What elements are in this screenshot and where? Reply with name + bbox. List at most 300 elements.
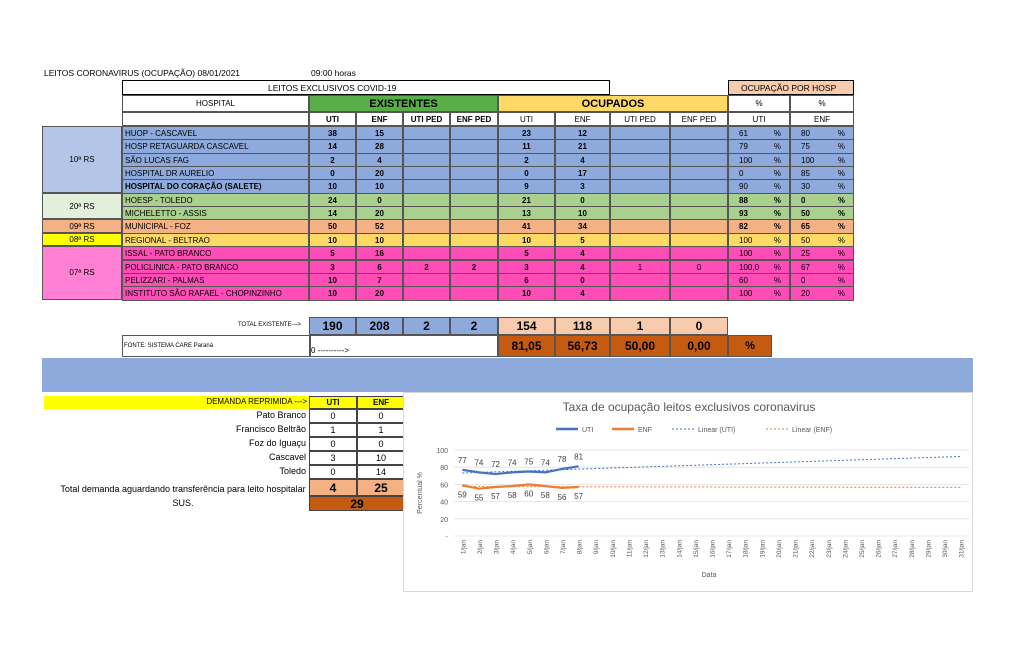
- demanda-enf: 0: [357, 409, 405, 423]
- subtitle: LEITOS EXCLUSIVOS COVID-19: [268, 83, 397, 93]
- col-header-ex-2: UTI PED: [403, 112, 450, 126]
- report-time: 09:00 horas: [311, 68, 356, 78]
- total-percent: 56,73: [555, 335, 610, 357]
- ocupados-value: 13: [498, 206, 555, 220]
- ocupados-value: [610, 166, 670, 180]
- x-tick-label: 14/jan: [676, 540, 684, 558]
- ocupados-value: 4: [555, 153, 610, 167]
- x-tick-label: 10/jan: [609, 540, 617, 558]
- demanda-enf: 10: [357, 451, 405, 465]
- pct-number: 100: [739, 289, 753, 299]
- ocupados-value: [670, 233, 728, 247]
- ocupados-value: [610, 139, 670, 153]
- pct-sign: %: [837, 222, 845, 232]
- pct-value: [728, 153, 790, 167]
- hospital-name: HOSP RETAGUARDA CASCAVEL: [122, 139, 309, 153]
- ocupados-value: [610, 246, 670, 260]
- hospital-name: HUOP - CASCAVEL: [122, 126, 309, 140]
- col-header-oc-3: ENF PED: [670, 112, 728, 126]
- pct-value: [728, 233, 790, 247]
- ocupacao-title: OCUPAÇÃO POR HOSP: [741, 83, 837, 93]
- trendline: [462, 456, 960, 473]
- ocupados-value: [610, 193, 670, 207]
- pct-value: [790, 193, 854, 207]
- ocupados-value: [610, 286, 670, 300]
- x-tick-label: 30/jan: [942, 540, 950, 558]
- pct-sign: %: [773, 289, 781, 299]
- pct-sign: %: [773, 129, 781, 138]
- existentes-value: [450, 193, 498, 207]
- pct-number: 75: [801, 142, 810, 152]
- x-tick-label: 3/jan: [493, 540, 501, 555]
- total-existentes: 208: [356, 317, 403, 335]
- y-axis-label: Percentual %: [417, 472, 424, 514]
- total-existentes: 190: [309, 317, 356, 335]
- pct-number: 100: [739, 249, 753, 259]
- total-label: TOTAL EXISTENTE--->: [238, 322, 302, 328]
- existentes-value: 2: [403, 260, 450, 274]
- pct-number: 50: [801, 235, 810, 245]
- ocupados-value: 0: [498, 166, 555, 180]
- pct-number: 30: [801, 182, 810, 192]
- ocupados-value: 3: [555, 179, 610, 193]
- col-header-ocupados: OCUPADOS: [498, 95, 728, 112]
- data-label: 56: [557, 492, 567, 502]
- ocupados-value: 5: [555, 233, 610, 247]
- ocupados-value: 17: [555, 166, 610, 180]
- subtitle-bar: [122, 80, 610, 95]
- data-label: 74: [474, 458, 484, 468]
- ocupados-value: 3: [498, 260, 555, 274]
- pct-number: 100: [739, 235, 753, 245]
- ocupados-value: 10: [498, 286, 555, 300]
- existentes-value: 52: [356, 219, 403, 233]
- x-tick-label: 6/jan: [543, 540, 551, 555]
- total-ocupados: 1: [610, 317, 670, 335]
- ocupados-value: [670, 273, 728, 287]
- existentes-value: 38: [309, 126, 356, 140]
- pct-sign: %: [773, 235, 781, 245]
- ocupados-value: [670, 126, 728, 140]
- existentes-value: 0: [309, 166, 356, 180]
- ocupados-value: [670, 286, 728, 300]
- existentes-value: 10: [309, 286, 356, 300]
- x-tick-label: 18/jan: [742, 540, 750, 558]
- existentes-value: [403, 219, 450, 233]
- region-label: 07ª RS: [42, 246, 122, 299]
- x-tick-label: 16/jan: [709, 540, 717, 558]
- ocupados-value: 21: [498, 193, 555, 207]
- line-chart: [404, 393, 974, 593]
- existentes-value: [450, 273, 498, 287]
- ocupados-value: 0: [670, 260, 728, 274]
- existentes-value: [450, 246, 498, 260]
- pct-value: [728, 166, 790, 180]
- ocupados-value: [610, 206, 670, 220]
- existentes-value: [403, 179, 450, 193]
- ocupados-value: 0: [555, 193, 610, 207]
- data-label: 72: [491, 460, 500, 470]
- demanda-sum-enf: 25: [357, 479, 405, 496]
- region-label: 09ª RS: [42, 219, 122, 232]
- existentes-value: [403, 206, 450, 220]
- pct-sign: %: [773, 249, 781, 259]
- ocupados-value: [610, 273, 670, 287]
- x-tick-label: 26/jan: [875, 540, 883, 558]
- x-tick-label: 17/jan: [726, 540, 734, 558]
- pct-value: [790, 206, 854, 220]
- ocupados-value: [670, 179, 728, 193]
- ocupados-value: 4: [555, 260, 610, 274]
- x-tick-label: 31/jan: [958, 540, 966, 558]
- pct-value: [728, 179, 790, 193]
- ocupados-value: [670, 206, 728, 220]
- pct-value: [790, 126, 854, 140]
- report-title: LEITOS CORONAVIRUS (OCUPAÇÃO) 08/01/2021: [44, 68, 241, 78]
- data-label: 75: [524, 457, 534, 467]
- pct-sign: %: [837, 275, 845, 285]
- existentes-value: 10: [309, 179, 356, 193]
- ocupados-value: 41: [498, 219, 555, 233]
- pct-number: 79: [739, 142, 748, 152]
- pct-value: [790, 260, 854, 274]
- ocupados-value: [610, 179, 670, 193]
- pct-number: 25: [801, 249, 810, 259]
- data-label: 57: [574, 491, 584, 501]
- x-tick-label: 22/jan: [809, 540, 817, 558]
- existentes-value: [403, 193, 450, 207]
- y-tick-label: 60: [440, 482, 448, 490]
- pct-sign: %: [773, 182, 781, 192]
- pct-number: 85: [801, 169, 810, 179]
- total-percent-sign: %: [728, 335, 772, 357]
- pct-value: [728, 206, 790, 220]
- existentes-value: [403, 153, 450, 167]
- demanda-uti: 0: [309, 437, 357, 451]
- pct-value: [790, 273, 854, 287]
- demanda-city: Cascavel: [268, 452, 306, 462]
- x-tick-label: 9/jan: [593, 540, 601, 555]
- col-header-ex-0: UTI: [309, 112, 356, 126]
- pct-number: 61: [739, 129, 748, 138]
- ocupados-value: [610, 153, 670, 167]
- existentes-value: 16: [356, 246, 403, 260]
- existentes-value: [450, 166, 498, 180]
- x-tick-label: 11/jan: [626, 540, 634, 558]
- pct-sign: %: [837, 129, 845, 138]
- trendline: [462, 486, 960, 487]
- x-tick-label: 15/jan: [692, 540, 700, 558]
- existentes-value: [403, 126, 450, 140]
- demanda-uti: 0: [309, 409, 357, 423]
- demanda-city: Toledo: [279, 466, 306, 476]
- pct-number: 0: [801, 275, 806, 285]
- ocupados-value: 10: [555, 206, 610, 220]
- demanda-city: Pato Branco: [256, 410, 306, 420]
- data-label: 60: [524, 489, 534, 499]
- ocupados-value: 10: [498, 233, 555, 247]
- pct-number: 93: [739, 209, 748, 219]
- ocupacao-title-box: [728, 80, 854, 95]
- pct-value: [728, 139, 790, 153]
- x-tick-label: 4/jan: [510, 540, 518, 555]
- col-header-pct-0: UTI: [728, 112, 790, 126]
- existentes-value: [403, 166, 450, 180]
- pct-sign: %: [773, 169, 781, 179]
- total-ocupados: 0: [670, 317, 728, 335]
- existentes-value: 10: [356, 179, 403, 193]
- hospital-name: HOSPITAL DR AURELIO: [122, 166, 309, 180]
- ocupados-value: 0: [555, 273, 610, 287]
- pct-number: 20: [801, 289, 810, 299]
- existentes-value: [450, 286, 498, 300]
- ocupados-value: [670, 166, 728, 180]
- legend-label: ENF: [638, 427, 652, 434]
- demanda-title: DEMANDA REPRIMIDA --->: [44, 396, 309, 409]
- existentes-value: 24: [309, 193, 356, 207]
- pct-value: [790, 233, 854, 247]
- y-tick-label: 100: [436, 448, 448, 455]
- x-tick-label: 7/jan: [559, 540, 567, 555]
- data-label: 57: [491, 491, 500, 501]
- hospital-name: REGIONAL - BELTRAO: [122, 233, 309, 247]
- pct-number: 67: [801, 262, 810, 272]
- pct-value: [790, 246, 854, 260]
- pct-sign: %: [837, 142, 845, 152]
- hospital-name: MUNICIPAL - FOZ: [122, 219, 309, 233]
- pct-sign: %: [837, 209, 845, 219]
- ocupados-value: 21: [555, 139, 610, 153]
- pct-sign: %: [837, 249, 845, 259]
- existentes-value: [403, 139, 450, 153]
- pct-value: [790, 286, 854, 300]
- pct-number: 0: [739, 169, 744, 179]
- ocupados-value: [670, 153, 728, 167]
- demanda-sum-uti: 4: [309, 479, 357, 496]
- pct-sign: %: [837, 155, 845, 165]
- pct-number: 100: [801, 155, 815, 165]
- existentes-value: 0: [356, 193, 403, 207]
- total-percent: 0,00: [670, 335, 728, 357]
- pct-number: 90: [739, 182, 748, 192]
- hospital-name: HOESP - TOLEDO: [122, 193, 309, 207]
- pct-number: 82: [739, 222, 748, 232]
- pct-number: 80: [801, 129, 810, 138]
- col-header-oc-0: UTI: [498, 112, 555, 126]
- pct-sign: %: [773, 262, 781, 272]
- legend-label: Linear (UTI): [698, 427, 736, 434]
- x-tick-label: 2/jan: [476, 540, 484, 555]
- pct-sign: %: [837, 262, 845, 272]
- data-label: 58: [507, 491, 517, 501]
- ocupados-value: 4: [555, 286, 610, 300]
- demanda-enf: 0: [357, 437, 405, 451]
- data-label: 74: [540, 458, 550, 468]
- existentes-value: 3: [309, 260, 356, 274]
- pct-number: 100,0: [739, 262, 760, 272]
- existentes-value: 20: [356, 286, 403, 300]
- total-existentes: 2: [403, 317, 450, 335]
- ocupados-value: 11: [498, 139, 555, 153]
- pct-value: [790, 153, 854, 167]
- data-label: 58: [540, 491, 550, 501]
- ocupados-value: 12: [555, 126, 610, 140]
- pct-sign: %: [837, 235, 845, 245]
- pct-sign: %: [773, 195, 781, 205]
- x-tick-label: 1/jan: [460, 540, 468, 555]
- ocupados-value: 1: [610, 260, 670, 274]
- col-header-pct-1: ENF: [790, 112, 854, 126]
- ocupados-value: 4: [555, 246, 610, 260]
- pct-value: [728, 126, 790, 140]
- existentes-value: [450, 219, 498, 233]
- demanda-city: Foz do Iguaçu: [248, 438, 306, 448]
- existentes-value: 10: [309, 273, 356, 287]
- pct-value: [728, 246, 790, 260]
- arrow-text: 0 ---------->: [311, 346, 349, 355]
- data-label: 78: [557, 454, 567, 464]
- pct-value: [728, 219, 790, 233]
- y-tick-label: -: [445, 534, 448, 541]
- region-label: 20ª RS: [42, 193, 122, 220]
- legend-label: UTI: [582, 427, 594, 434]
- fonte-text: FONTE: SISTEMA CARE Paraná: [124, 343, 214, 349]
- col-header-oc-2: UTI PED: [610, 112, 670, 126]
- ocupados-value: 23: [498, 126, 555, 140]
- demanda-uti: 3: [309, 451, 357, 465]
- ocupados-value: [670, 219, 728, 233]
- existentes-value: [450, 206, 498, 220]
- col-header-hospital: HOSPITAL: [122, 95, 309, 112]
- ocupados-value: [670, 139, 728, 153]
- pct-value: [790, 139, 854, 153]
- existentes-value: 5: [309, 246, 356, 260]
- region-label: 10ª RS: [42, 126, 122, 193]
- existentes-value: 20: [356, 166, 403, 180]
- total-ocupados: 118: [555, 317, 610, 335]
- x-tick-label: 8/jan: [576, 540, 584, 555]
- pct-sign: %: [773, 222, 781, 232]
- ocupados-value: [610, 126, 670, 140]
- existentes-value: [403, 273, 450, 287]
- y-tick-label: 40: [440, 499, 448, 507]
- data-label: 55: [474, 493, 484, 503]
- demanda-col-enf: ENF: [357, 396, 405, 409]
- pct-value: [728, 273, 790, 287]
- hospital-name: INSTITUTO SÃO RAFAEL - CHOPINZINHO: [122, 286, 309, 300]
- existentes-value: 14: [309, 139, 356, 153]
- existentes-value: 28: [356, 139, 403, 153]
- pct-sign: %: [773, 275, 781, 285]
- hospital-name: HOSPITAL DO CORAÇÃO (SALETE): [122, 179, 309, 193]
- existentes-value: 15: [356, 126, 403, 140]
- demanda-col-uti: UTI: [309, 396, 357, 409]
- pct-number: 60: [739, 275, 748, 285]
- x-tick-label: 24/jan: [842, 540, 850, 558]
- hospital-name: MICHELETTO - ASSIS: [122, 206, 309, 220]
- total-ocupados: 154: [498, 317, 555, 335]
- total-percent: 81,05: [498, 335, 555, 357]
- y-tick-label: 80: [440, 465, 448, 473]
- pct-number: 50: [801, 209, 810, 219]
- existentes-value: 14: [309, 206, 356, 220]
- demanda-city: Francisco Beltrão: [235, 424, 306, 434]
- pct-sign: %: [837, 195, 845, 205]
- pct-value: [728, 193, 790, 207]
- ocupados-value: 2: [498, 153, 555, 167]
- pct-number: 65: [801, 222, 810, 232]
- hospital-name: SÃO LUCAS FAG: [122, 153, 309, 167]
- demanda-uti: 0: [309, 465, 357, 479]
- ocupados-value: [670, 193, 728, 207]
- existentes-value: 10: [309, 233, 356, 247]
- pct-sign: %: [773, 142, 781, 152]
- chart-panel: [403, 392, 973, 592]
- total-existentes: 2: [450, 317, 498, 335]
- ocupados-value: 34: [555, 219, 610, 233]
- pct-number: 88: [739, 195, 748, 205]
- x-axis-label: Data: [701, 572, 717, 579]
- data-label: 74: [507, 458, 517, 468]
- pct-sign: %: [837, 289, 845, 299]
- x-tick-label: 28/jan: [908, 540, 916, 558]
- existentes-value: 20: [356, 206, 403, 220]
- col-header-pct-enf: %: [790, 95, 854, 112]
- data-label: 59: [457, 490, 467, 500]
- pct-sign: %: [773, 155, 781, 165]
- x-tick-label: 25/jan: [859, 540, 867, 558]
- existentes-value: 2: [450, 260, 498, 274]
- x-tick-label: 21/jan: [792, 540, 800, 558]
- arrow-box: [310, 335, 498, 357]
- demanda-total: 29: [309, 496, 405, 511]
- x-tick-label: 19/jan: [759, 540, 767, 558]
- chart-title: Taxa de ocupação leitos exclusivos coronavirus: [562, 400, 816, 414]
- x-tick-label: 12/jan: [643, 540, 651, 558]
- x-tick-label: 13/jan: [659, 540, 667, 558]
- pct-sign: %: [837, 169, 845, 179]
- demanda-enf: 14: [357, 465, 405, 479]
- demanda-uti: 1: [309, 423, 357, 437]
- separator-band: [42, 358, 973, 392]
- ocupados-value: 6: [498, 273, 555, 287]
- pct-number: 100: [739, 155, 753, 165]
- demanda-total-label: Total demanda aguardando transferência para leito hospitalar SUS.: [60, 484, 306, 508]
- col-header-ex-1: ENF: [356, 112, 403, 126]
- pct-value: [728, 260, 790, 274]
- ocupados-value: 9: [498, 179, 555, 193]
- data-label: 81: [574, 452, 584, 462]
- x-tick-label: 27/jan: [892, 540, 900, 558]
- existentes-value: 6: [356, 260, 403, 274]
- x-tick-label: 23/jan: [825, 540, 833, 558]
- ocupados-value: [670, 246, 728, 260]
- ocupados-value: [610, 233, 670, 247]
- existentes-value: 7: [356, 273, 403, 287]
- col-header-pct-uti: %: [728, 95, 790, 112]
- ocupados-value: 5: [498, 246, 555, 260]
- existentes-value: [450, 179, 498, 193]
- pct-number: 0: [801, 195, 806, 205]
- existentes-value: 10: [356, 233, 403, 247]
- existentes-value: [450, 233, 498, 247]
- existentes-value: 50: [309, 219, 356, 233]
- existentes-value: [450, 126, 498, 140]
- col-header-existentes: EXISTENTES: [309, 95, 498, 112]
- pct-sign: %: [773, 209, 781, 219]
- existentes-value: [450, 153, 498, 167]
- pct-value: [790, 179, 854, 193]
